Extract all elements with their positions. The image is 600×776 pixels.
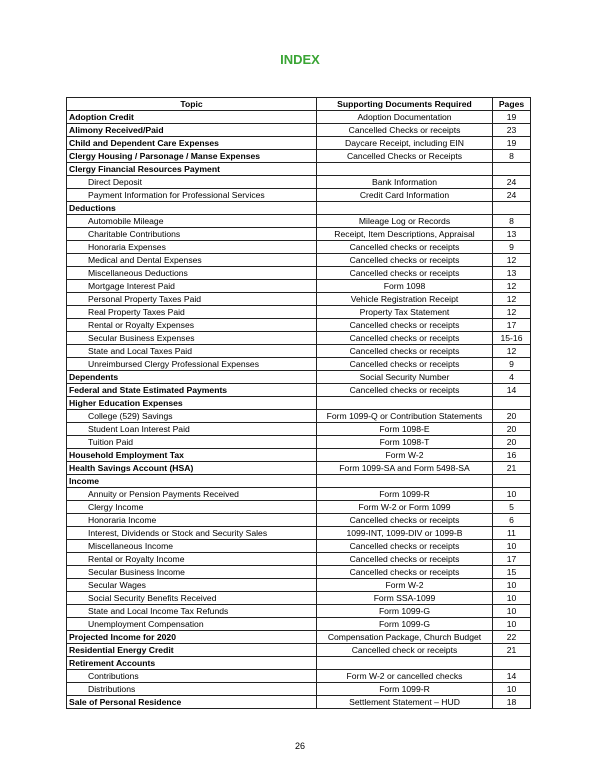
documents-cell: 1099-INT, 1099-DIV or 1099-B — [317, 527, 493, 540]
table-row — [67, 124, 531, 137]
topic-cell: Payment Information for Professional Services — [67, 189, 317, 202]
documents-cell: Social Security Number — [317, 371, 493, 384]
pages-cell: 10 — [493, 592, 531, 605]
topic-cell: Clergy Financial Resources Payment — [67, 163, 317, 176]
topic-cell: Honoraria Expenses — [67, 241, 317, 254]
documents-cell: Compensation Package, Church Budget — [317, 631, 493, 644]
topic-cell: Clergy Income — [67, 501, 317, 514]
documents-cell: Vehicle Registration Receipt — [317, 293, 493, 306]
table-row — [67, 475, 531, 488]
topic-cell: Mortgage Interest Paid — [67, 280, 317, 293]
pages-cell: 10 — [493, 605, 531, 618]
documents-cell: Form 1099-Q or Contribution Statements — [317, 410, 493, 423]
pages-cell: 20 — [493, 410, 531, 423]
pages-cell: 12 — [493, 293, 531, 306]
table-row — [67, 397, 531, 410]
pages-cell: 12 — [493, 280, 531, 293]
table-row — [67, 267, 531, 280]
table-row — [67, 644, 531, 657]
pages-cell: 10 — [493, 683, 531, 696]
topic-cell: State and Local Income Tax Refunds — [67, 605, 317, 618]
documents-cell: Form W-2 — [317, 579, 493, 592]
documents-cell: Form 1099-SA and Form 5498-SA — [317, 462, 493, 475]
topic-cell: Distributions — [67, 683, 317, 696]
documents-cell: Form 1098-T — [317, 436, 493, 449]
topic-cell: Alimony Received/Paid — [67, 124, 317, 137]
documents-cell: Form 1098-E — [317, 423, 493, 436]
table-row — [67, 345, 531, 358]
table-row — [67, 319, 531, 332]
pages-cell: 24 — [493, 176, 531, 189]
page-title: INDEX — [280, 52, 320, 67]
table-row — [67, 501, 531, 514]
topic-cell: Honoraria Income — [67, 514, 317, 527]
pages-cell — [493, 163, 531, 176]
topic-cell: Miscellaneous Income — [67, 540, 317, 553]
table-row — [67, 332, 531, 345]
table-row — [67, 514, 531, 527]
topic-cell: Residential Energy Credit — [67, 644, 317, 657]
topic-cell: Miscellaneous Deductions — [67, 267, 317, 280]
topic-cell: State and Local Taxes Paid — [67, 345, 317, 358]
topic-cell: Sale of Personal Residence — [67, 696, 317, 709]
table-header-row — [67, 98, 531, 111]
documents-cell: Mileage Log or Records — [317, 215, 493, 228]
topic-cell: Rental or Royalty Expenses — [67, 319, 317, 332]
documents-cell: Cancelled checks or receipts — [317, 514, 493, 527]
documents-cell: Cancelled checks or receipts — [317, 553, 493, 566]
pages-cell: 15 — [493, 566, 531, 579]
pages-cell: 12 — [493, 254, 531, 267]
table-row — [67, 618, 531, 631]
table-row — [67, 163, 531, 176]
topic-cell: Secular Business Income — [67, 566, 317, 579]
pages-cell: 13 — [493, 228, 531, 241]
pages-cell: 17 — [493, 319, 531, 332]
pages-cell: 23 — [493, 124, 531, 137]
header-topic: Topic — [67, 98, 317, 111]
pages-cell: 14 — [493, 670, 531, 683]
table-row — [67, 449, 531, 462]
documents-cell: Cancelled checks or receipts — [317, 267, 493, 280]
topic-cell: Clergy Housing / Parsonage / Manse Expenses — [67, 150, 317, 163]
pages-cell: 12 — [493, 306, 531, 319]
topic-cell: Social Security Benefits Received — [67, 592, 317, 605]
documents-cell: Adoption Documentation — [317, 111, 493, 124]
pages-cell: 10 — [493, 618, 531, 631]
table-row — [67, 579, 531, 592]
pages-cell: 8 — [493, 215, 531, 228]
topic-cell: Higher Education Expenses — [67, 397, 317, 410]
topic-cell: Deductions — [67, 202, 317, 215]
table-row — [67, 605, 531, 618]
documents-cell — [317, 657, 493, 670]
pages-cell: 19 — [493, 111, 531, 124]
table-row — [67, 657, 531, 670]
documents-cell: Bank Information — [317, 176, 493, 189]
table-row — [67, 462, 531, 475]
table-row — [67, 683, 531, 696]
topic-cell: Real Property Taxes Paid — [67, 306, 317, 319]
topic-cell: Charitable Contributions — [67, 228, 317, 241]
header-pages: Pages — [493, 98, 531, 111]
documents-cell: Credit Card Information — [317, 189, 493, 202]
table-row — [67, 488, 531, 501]
table-row — [67, 241, 531, 254]
topic-cell: Household Employment Tax — [67, 449, 317, 462]
documents-cell: Cancelled checks or receipts — [317, 384, 493, 397]
documents-cell: Form 1099-R — [317, 488, 493, 501]
pages-cell: 18 — [493, 696, 531, 709]
documents-cell: Receipt, Item Descriptions, Appraisal — [317, 228, 493, 241]
documents-cell: Form 1099-G — [317, 618, 493, 631]
topic-cell: Secular Wages — [67, 579, 317, 592]
topic-cell: Health Savings Account (HSA) — [67, 462, 317, 475]
documents-cell: Form 1099-G — [317, 605, 493, 618]
topic-cell: Child and Dependent Care Expenses — [67, 137, 317, 150]
table-row — [67, 176, 531, 189]
table-row — [67, 306, 531, 319]
topic-cell: Direct Deposit — [67, 176, 317, 189]
topic-cell: Dependents — [67, 371, 317, 384]
table-row — [67, 592, 531, 605]
documents-cell: Cancelled Checks or receipts — [317, 124, 493, 137]
table-row — [67, 631, 531, 644]
pages-cell: 21 — [493, 644, 531, 657]
table-row — [67, 150, 531, 163]
pages-cell: 17 — [493, 553, 531, 566]
documents-cell: Form 1098 — [317, 280, 493, 293]
pages-cell — [493, 397, 531, 410]
topic-cell: College (529) Savings — [67, 410, 317, 423]
table-row — [67, 410, 531, 423]
documents-cell: Cancelled Checks or Receipts — [317, 150, 493, 163]
topic-cell: Income — [67, 475, 317, 488]
pages-cell: 19 — [493, 137, 531, 150]
table-row — [67, 137, 531, 150]
table-row — [67, 566, 531, 579]
documents-cell — [317, 475, 493, 488]
table-row — [67, 540, 531, 553]
table-row — [67, 228, 531, 241]
table-row — [67, 423, 531, 436]
pages-cell: 9 — [493, 241, 531, 254]
pages-cell: 14 — [493, 384, 531, 397]
documents-cell: Form W-2 — [317, 449, 493, 462]
pages-cell — [493, 202, 531, 215]
topic-cell: Student Loan Interest Paid — [67, 423, 317, 436]
topic-cell: Adoption Credit — [67, 111, 317, 124]
pages-cell: 11 — [493, 527, 531, 540]
documents-cell — [317, 202, 493, 215]
topic-cell: Unreimbursed Clergy Professional Expenses — [67, 358, 317, 371]
documents-cell: Cancelled checks or receipts — [317, 358, 493, 371]
pages-cell: 12 — [493, 345, 531, 358]
topic-cell: Projected Income for 2020 — [67, 631, 317, 644]
documents-cell: Form 1099-R — [317, 683, 493, 696]
documents-cell: Cancelled checks or receipts — [317, 345, 493, 358]
documents-cell: Cancelled checks or receipts — [317, 241, 493, 254]
documents-cell: Cancelled checks or receipts — [317, 319, 493, 332]
table-row — [67, 111, 531, 124]
topic-cell: Unemployment Compensation — [67, 618, 317, 631]
documents-cell: Form W-2 or cancelled checks — [317, 670, 493, 683]
pages-cell: 20 — [493, 423, 531, 436]
documents-cell: Property Tax Statement — [317, 306, 493, 319]
pages-cell: 15-16 — [493, 332, 531, 345]
topic-cell: Interest, Dividends or Stock and Security Sales — [67, 527, 317, 540]
table-row — [67, 670, 531, 683]
table-row — [67, 527, 531, 540]
topic-cell: Tuition Paid — [67, 436, 317, 449]
pages-cell: 21 — [493, 462, 531, 475]
table-row — [67, 358, 531, 371]
documents-cell: Cancelled checks or receipts — [317, 566, 493, 579]
documents-cell: Form W-2 or Form 1099 — [317, 501, 493, 514]
topic-cell: Rental or Royalty Income — [67, 553, 317, 566]
topic-cell: Secular Business Expenses — [67, 332, 317, 345]
pages-cell — [493, 475, 531, 488]
topic-cell: Contributions — [67, 670, 317, 683]
pages-cell: 20 — [493, 436, 531, 449]
topic-cell: Retirement Accounts — [67, 657, 317, 670]
topic-cell: Personal Property Taxes Paid — [67, 293, 317, 306]
pages-cell: 16 — [493, 449, 531, 462]
pages-cell: 10 — [493, 579, 531, 592]
topic-cell: Federal and State Estimated Payments — [67, 384, 317, 397]
pages-cell: 4 — [493, 371, 531, 384]
table-row — [67, 696, 531, 709]
documents-cell: Cancelled checks or receipts — [317, 254, 493, 267]
table-row — [67, 371, 531, 384]
table-row — [67, 215, 531, 228]
table-row — [67, 189, 531, 202]
documents-cell — [317, 397, 493, 410]
table-row — [67, 436, 531, 449]
pages-cell: 9 — [493, 358, 531, 371]
pages-cell: 10 — [493, 540, 531, 553]
pages-cell — [493, 657, 531, 670]
topic-cell: Automobile Mileage — [67, 215, 317, 228]
table-row — [67, 280, 531, 293]
pages-cell: 6 — [493, 514, 531, 527]
documents-cell: Daycare Receipt, including EIN — [317, 137, 493, 150]
page-number: 26 — [294, 741, 305, 751]
documents-cell: Cancelled checks or receipts — [317, 332, 493, 345]
table-row — [67, 254, 531, 267]
table-row — [67, 293, 531, 306]
header-documents: Supporting Documents Required — [317, 98, 493, 111]
pages-cell: 5 — [493, 501, 531, 514]
pages-cell: 22 — [493, 631, 531, 644]
table-row — [67, 384, 531, 397]
table-row — [67, 553, 531, 566]
documents-cell — [317, 163, 493, 176]
documents-cell: Form SSA-1099 — [317, 592, 493, 605]
documents-cell: Cancelled checks or receipts — [317, 540, 493, 553]
pages-cell: 13 — [493, 267, 531, 280]
topic-cell: Medical and Dental Expenses — [67, 254, 317, 267]
documents-cell: Settlement Statement – HUD — [317, 696, 493, 709]
table-row — [67, 202, 531, 215]
documents-cell: Cancelled check or receipts — [317, 644, 493, 657]
pages-cell: 10 — [493, 488, 531, 501]
pages-cell: 24 — [493, 189, 531, 202]
index-table — [66, 97, 531, 709]
topic-cell: Annuity or Pension Payments Received — [67, 488, 317, 501]
pages-cell: 8 — [493, 150, 531, 163]
